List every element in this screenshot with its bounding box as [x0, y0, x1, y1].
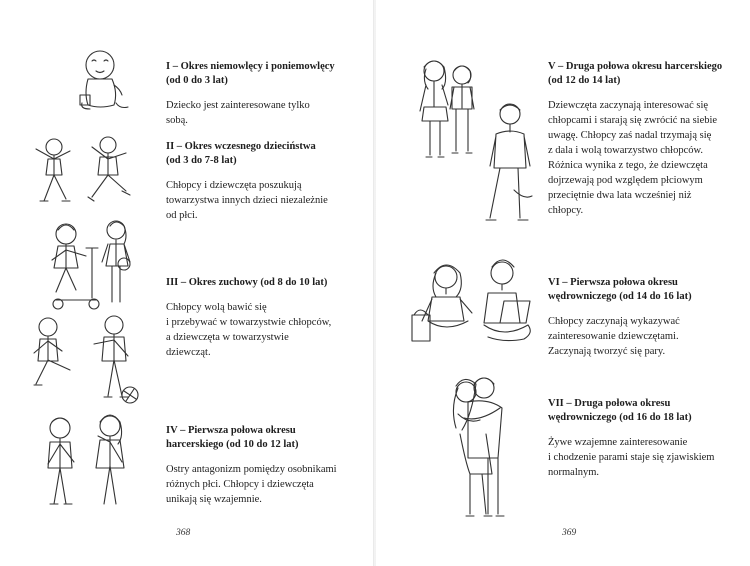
page-number-left: 368: [176, 528, 191, 538]
hugging-couple-illustration: [438, 374, 518, 524]
period-2-title: II – Okres wczesnego dzieciństwa (od 3 do 7-8 lat): [166, 141, 316, 166]
period-7-text: Żywe wzajemne zainteresowanie i chodzenie parami staje się zjawiskiem normalnym.: [548, 437, 715, 478]
period-3-title: III – Okres zuchowy (od 8 do 10 lat): [166, 277, 328, 288]
baby-with-toy-illustration: [72, 45, 132, 115]
period-3-section: [166, 276, 362, 360]
period-1-section: [166, 60, 362, 128]
period-2-text: Chłopcy i dziewczęta poszukują towarzystwa innych dzieci niezależnie od płci.: [166, 180, 328, 221]
teen-boy-illustration: [478, 100, 538, 230]
period-1-title: I – Okres niemowlęcy i poniemowlęcy (od 0 do 3 lat): [166, 61, 335, 86]
period-5-section: [548, 60, 748, 218]
period-6-section: [548, 276, 748, 359]
two-running-children-illustration: [18, 133, 138, 211]
period-2-section: [166, 140, 362, 223]
period-5-title: V – Druga połowa okresu harcerskiego (od 12 do 14 lat): [548, 61, 723, 86]
left-page: [0, 0, 374, 566]
two-girls-illustration: [414, 55, 484, 165]
teens-with-laptop-illustration: [406, 255, 556, 353]
right-page: [376, 0, 750, 566]
period-3-text: Chłopcy wolą bawić się i przebywać w towarzystwie chłopców, a dziewczęta w towarzystwie dziewcząt.: [166, 302, 332, 358]
period-5-text: Dziewczęta zaczynają interesować się chłopcami i starają się zwrócić na siebie uwagę. Chłopcy zaś nadal trzymają się z dala i wolą towarzystwo chłopców. Różnica wynika z tego, że dziewczęta dojrzewają pod względem płciowym przeciętnie dwa lata wcześniej niż chłopcy.: [548, 100, 718, 216]
period-4-title: IV – Pierwsza połowa okresu harcerskiego (od 10 do 12 lat): [166, 425, 299, 450]
period-7-title: VII – Druga połowa okresu wędrowniczego (od 16 do 18 lat): [548, 398, 692, 423]
period-1-text: Dziecko jest zainteresowane tylko sobą.: [166, 100, 310, 126]
period-4-text: Ostry antagonizm pomiędzy osobnikami różnych płci. Chłopcy i dziewczęta unikają się wzajemnie.: [166, 464, 337, 505]
period-6-title: VI – Pierwsza połowa okresu wędrowniczego (od 14 do 16 lat): [548, 277, 692, 302]
page-number-right: 369: [562, 528, 577, 538]
period-4-section: [166, 424, 362, 507]
period-6-text: Chłopcy zaczynają wykazywać zainteresowanie dziewczętami. Zaczynają tworzyć się pary.: [548, 316, 680, 357]
scooter-girls-illustration: [36, 218, 141, 313]
period-7-section: [548, 397, 748, 480]
boy-and-girl-apart-illustration: [36, 412, 136, 512]
boys-playing-football-illustration: [18, 313, 148, 408]
